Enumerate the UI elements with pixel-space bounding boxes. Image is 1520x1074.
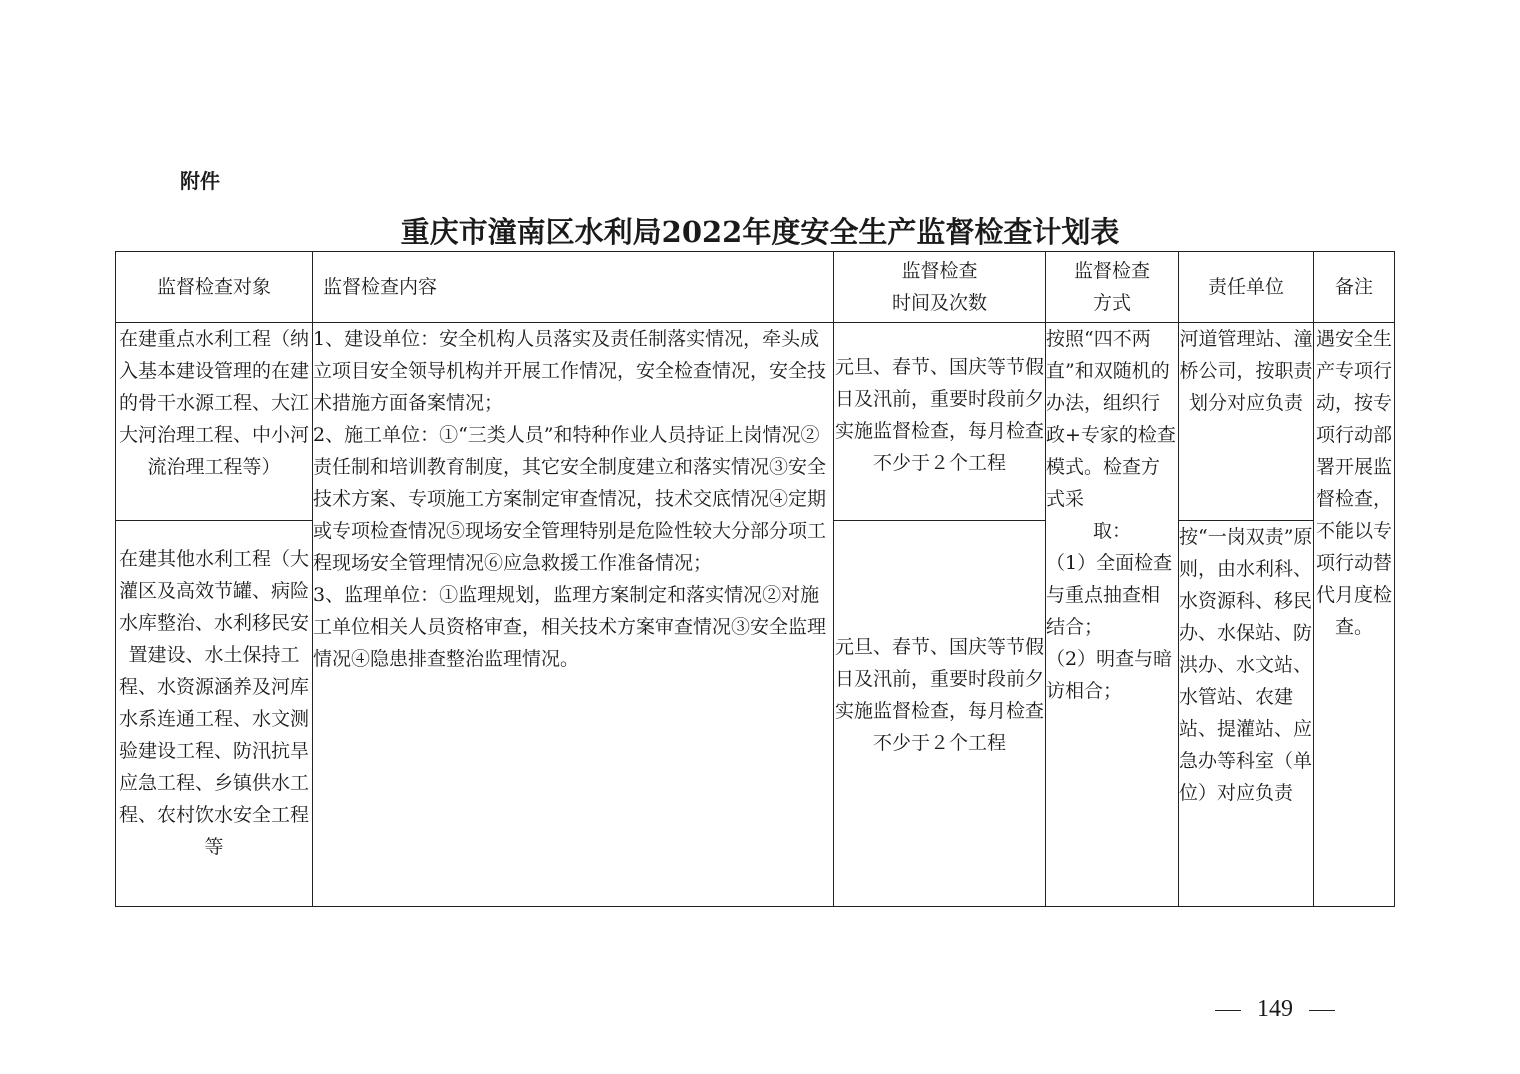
object-cell: 在建其他水利工程（大灌区及高效节罐、病险水库整治、水利移民安置建设、水土保持工程、水资源涵养及河库水系连通工程、水文测验建设工程、防汛抗旱应急工程、乡镇供水工程、农村饮水安全工程等	[116, 521, 313, 907]
content-item: 3、监理单位：①监理规划，监理方案制定和落实情况②对施工单位相关人员资格审查，相关技术方案审查情况③安全监理情况④隐患排查整治监理情况。	[313, 584, 827, 670]
header-note: 备注	[1314, 252, 1395, 323]
header-content: 监督检查内容	[313, 252, 834, 323]
header-method	[1046, 252, 1179, 323]
page-dash-left	[1215, 1010, 1241, 1011]
header-responsible: 责任单位	[1179, 252, 1314, 323]
page-number	[1210, 996, 1340, 1023]
page-number-value: 149	[1257, 996, 1293, 1022]
method-intro-end: 取：	[1092, 520, 1131, 542]
method-intro: 按照“四不两直”和双随机的办法，组织行政+专家的检查模式。检查方式采	[1046, 328, 1176, 510]
header-method-line2: 方式	[1092, 292, 1131, 314]
page-dash-right	[1309, 1010, 1335, 1011]
attachment-label: 附件	[180, 169, 220, 193]
document-title: 重庆市潼南区水利局2022年度安全生产监督检查计划表	[400, 215, 1120, 249]
object-cell: 在建重点水利工程（纳入基本建设管理的在建的骨干水源工程、大江大河治理工程、中小河流治理工程等）	[116, 323, 313, 521]
time-cell: 元旦、春节、国庆等节假日及汛前，重要时段前夕实施监督检查，每月检查不少于２个工程	[834, 521, 1046, 907]
method-cell	[1046, 323, 1179, 907]
inspection-plan-table	[115, 251, 1395, 907]
time-cell: 元旦、春节、国庆等节假日及汛前，重要时段前夕实施监督检查，每月检查不少于２个工程	[834, 323, 1046, 521]
header-time	[834, 252, 1046, 323]
note-cell: 遇安全生产专项行动，按专项行动部署开展监督检查，不能以专项行动替代月度检查。	[1314, 323, 1395, 907]
method-item: （1）全面检查与重点抽查相结合；	[1046, 552, 1173, 638]
content-item: 2、施工单位：①“三类人员”和特种作业人员持证上岗情况②责任制和培训教育制度，其它安全制度建立和落实情况③安全技术方案、专项施工方案制定审查情况，技术交底情况④定期或专项检查情况⑤现场安全管理特别是危险性较大分部分项工程现场安全管理情况⑥应急救援工作准备情况；	[313, 424, 827, 574]
header-row	[116, 252, 1395, 323]
header-object: 监督检查对象	[116, 252, 313, 323]
header-time-line1: 监督检查	[901, 260, 978, 282]
method-item: （2）明查与暗访相合；	[1046, 648, 1173, 702]
content-item: 1、建设单位：安全机构人员落实及责任制落实情况，牵头成立项目安全领导机构并开展工作情况，安全检查情况，安全技术措施方面备案情况；	[313, 328, 827, 414]
header-method-line1: 监督检查	[1073, 260, 1150, 282]
table-row	[116, 323, 1395, 521]
content-cell	[313, 323, 834, 907]
responsible-cell: 按“一岗双责”原则，由水利科、水资源科、移民办、水保站、防洪办、水文站、水管站、农建站、提灌站、应急办等科室（单位）对应负责	[1179, 521, 1314, 907]
responsible-cell: 河道管理站、潼桥公司，按职责划分对应负责	[1179, 323, 1314, 521]
header-time-line2: 时间及次数	[891, 292, 987, 314]
